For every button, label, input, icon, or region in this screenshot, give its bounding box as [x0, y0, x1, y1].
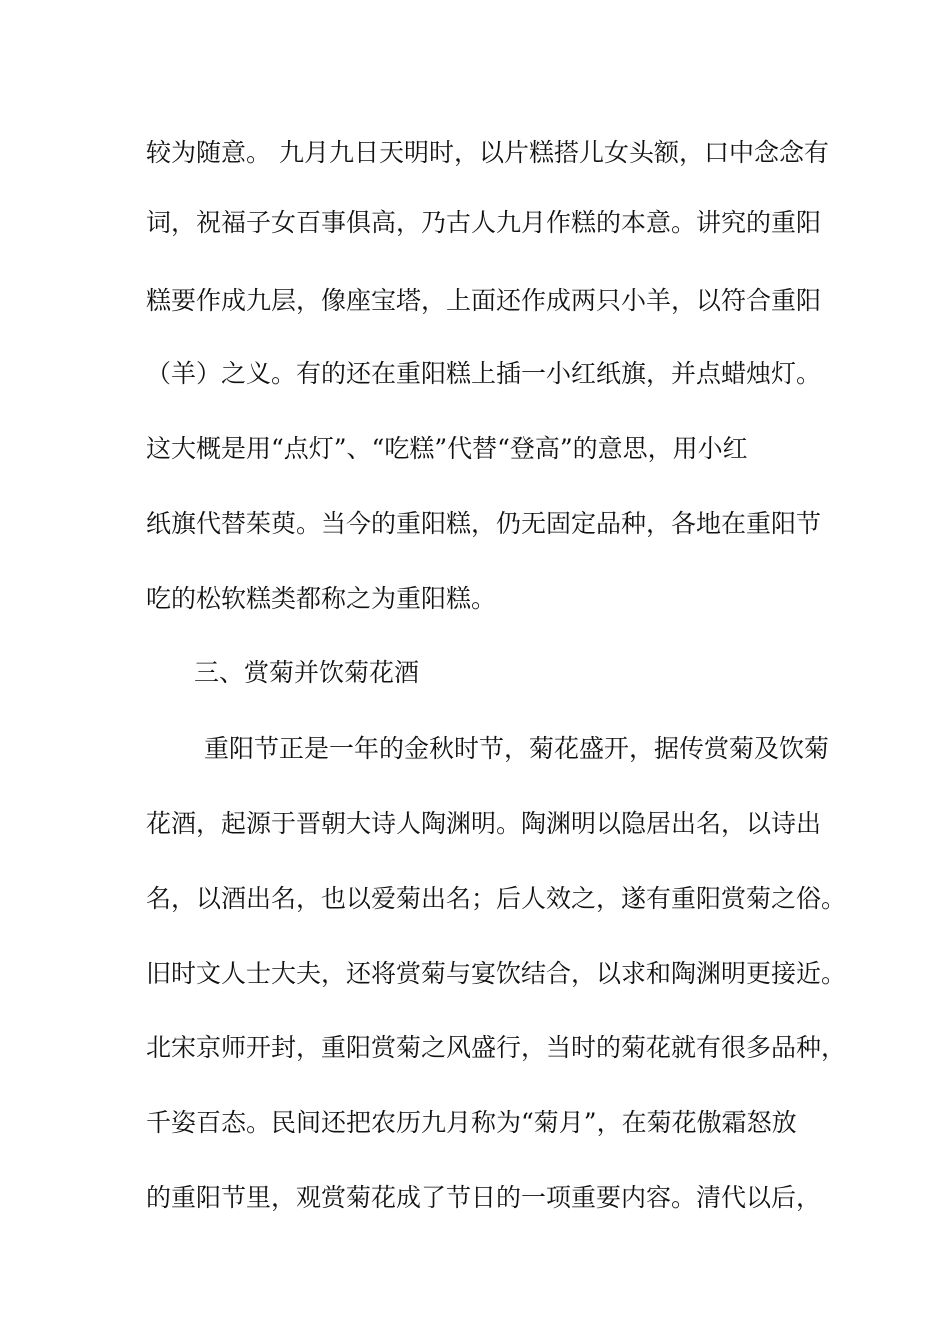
paragraph-line: 重阳节正是一年的金秋时节，菊花盛开，据传赏菊及饮菊: [204, 734, 830, 763]
paragraph-line: 糕要作成九层，像座宝塔，上面还作成两只小羊，以符合重阳: [146, 286, 822, 315]
paragraph-line: 较为随意。 九月九日天明时，以片糕搭儿女头额，口中念念有: [146, 138, 829, 167]
paragraph-line: 花酒，起源于晋朝大诗人陶渊明。陶渊明以隐居出名，以诗出: [146, 809, 822, 838]
paragraph-line: 这大概是用“点灯”、“吃糕”代替“登高”的意思，用小红: [146, 434, 748, 463]
paragraph-line: 千姿百态。民间还把农历九月称为“菊月”，在菊花傲霜怒放: [146, 1108, 797, 1137]
paragraph-line: 的重阳节里，观赏菊花成了节日的一项重要内容。清代以后，: [146, 1183, 822, 1212]
paragraph-line: 吃的松软糕类都称之为重阳糕。: [146, 584, 497, 613]
paragraph-line: 名，以酒出名，也以爱菊出名；后人效之，遂有重阳赏菊之俗。: [146, 884, 847, 913]
paragraph-line: 词，祝福子女百事俱高，乃古人九月作糕的本意。讲究的重阳: [146, 208, 822, 237]
section-heading: 三、赏菊并饮菊花酒: [194, 658, 420, 687]
paragraph-line: 北宋京师开封，重阳赏菊之风盛行，当时的菊花就有很多品种，: [146, 1033, 847, 1062]
paragraph-line: 旧时文人士大夫，还将赏菊与宴饮结合，以求和陶渊明更接近。: [146, 959, 847, 988]
paragraph-line: （羊）之义。有的还在重阳糕上插一小红纸旗，并点蜡烛灯。: [146, 359, 822, 388]
paragraph-line: 纸旗代替茱萸。当今的重阳糕，仍无固定品种，各地在重阳节: [146, 509, 822, 538]
